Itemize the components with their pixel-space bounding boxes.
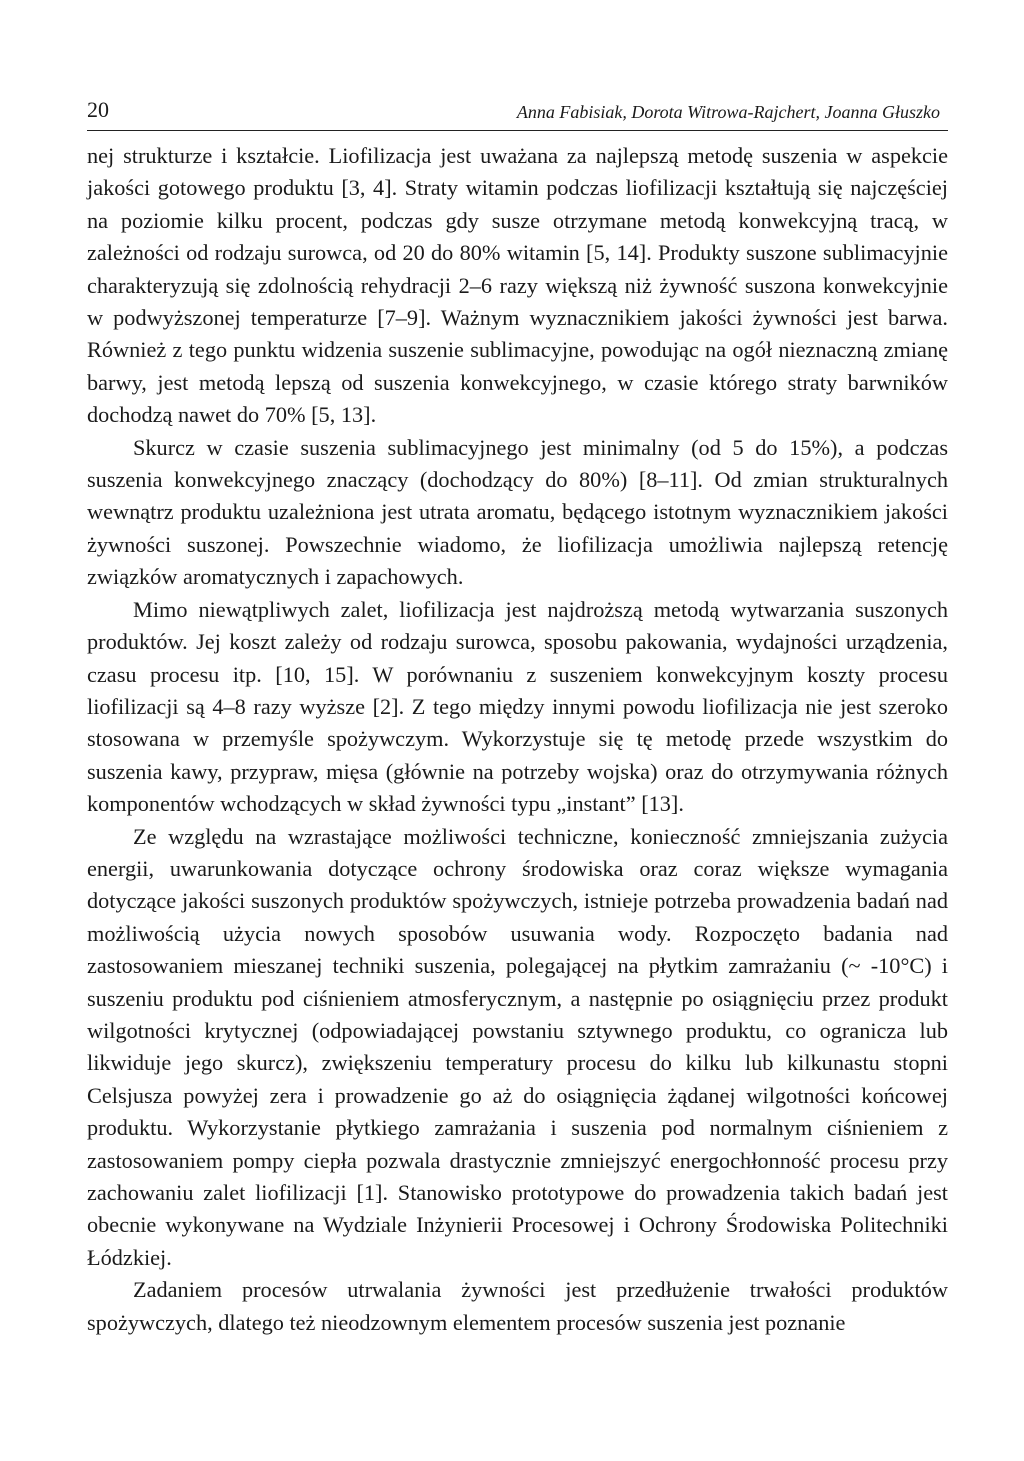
running-header xyxy=(87,96,948,131)
paragraph-new-methods: Ze względu na wzrastające możliwości techniczne, konieczność zmniejszania zużycia energii, uwarunkowania dotyczące ochrony środowiska oraz coraz większe wymagania dotyczące jakości suszonych produktów spożywczych, istnieje potrzeba prowadzenia badań nad możliwością użycia nowych sposobów usuwania wody. Rozpoczęto badania nad zastosowaniem mieszanej techniki suszenia, polegającej na płytkim zamrażaniu (~ -10°C) i suszeniu produktu pod ciśnieniem atmosferycznym, a następnie po osiągnięciu przez produkt wilgotności krytycznej (odpowiadającej powstaniu sztywnego produktu, co ogranicza lub likwiduje jego skurcz), zwiększeniu temperatury procesu do kilku lub kilkunastu stopni Celsjusza powyżej zera i prowadzenie go aż do osiągnięcia żądanej wilgotności końcowej produktu. Wykorzystanie płytkiego zamrażania i suszenia pod normalnym ciśnieniem z zastosowaniem pompy ciepła pozwala drastycznie zmniejszyć energochłonność procesu przy zachowaniu zalet liofilizacji [1]. Stanowisko prototypowe do prowadzenia takich badań jest obecnie wykonywane na Wydziale Inżynierii Procesowej i Ochrony Środowiska Politechniki Łódzkiej. xyxy=(87,823,948,1270)
running-head-authors: Anna Fabisiak, Dorota Witrowa-Rajchert, Joanna Głuszko xyxy=(516,102,940,122)
paragraph-preservation: Zadaniem procesów utrwalania żywności jest przedłużenie trwałości produktów spożywczych, dlatego też nieodzownym elementem procesów suszenia jest poznanie xyxy=(87,1277,948,1335)
paragraph-continuation: nej strukturze i kształcie. Liofilizacja jest uważana za najlepszą metodę suszenia w aspekcie jakości gotowego produktu [3, 4]. Straty witamin podczas liofilizacji kształtują się najczęściej na poziomie kilku procent, podczas gdy susze otrzymane metodą konwekcyjną tracą, w zależności od rodzaju surowca, od 20 do 80% witamin [5, 14]. Produkty suszone sublimacyjnie charakteryzują się zdolnością rehydracji 2–6 razy większą niż żywność suszona konwekcyjnie w podwyższonej temperaturze [7–9]. Ważnym wyznacznikiem jakości żywności jest barwa. Również z tego punktu widzenia suszenie sublimacyjne, powodując na ogół nieznaczną zmianę barwy, jest metodą lepszą od suszenia konwekcyjnego, w czasie którego straty barwników dochodzą nawet do 70% [5, 13]. xyxy=(87,143,948,428)
body-text xyxy=(87,140,948,1339)
paragraph-cost: Mimo niewątpliwych zalet, liofilizacja jest najdroższą metodą wytwarzania suszonych produktów. Jej koszt zależy od rodzaju surowca, sposobu pakowania, wydajności urządzenia, czasu procesu itp. [10, 15]. W porównaniu z suszeniem konwekcyjnym koszty procesu liofilizacji są 4–8 razy wyższe [2]. Z tego między innymi powodu liofilizacja nie jest szeroko stosowana w przemyśle spożywczym. Wykorzystuje się tę metodę przede wszystkim do suszenia kawy, przypraw, mięsa (głównie na potrzeby wojska) oraz do otrzymywania różnych komponentów wchodzących w skład żywności typu „instant” [13]. xyxy=(87,596,948,817)
paragraph-shrinkage: Skurcz w czasie suszenia sublimacyjnego jest minimalny (od 5 do 15%), a podczas suszenia konwekcyjnego znaczący (dochodzący do 80%) [8–11]. Od zmian strukturalnych wewnątrz produktu uzależniona jest utrata aromatu, będącego istotnym wyznacznikiem jakości żywności suszonej. Powszechnie wiadomo, że liofilizacja umożliwia najlepszą retencję związków aromatycznych i zapachowych. xyxy=(87,434,948,590)
page-number: 20 xyxy=(87,97,109,122)
